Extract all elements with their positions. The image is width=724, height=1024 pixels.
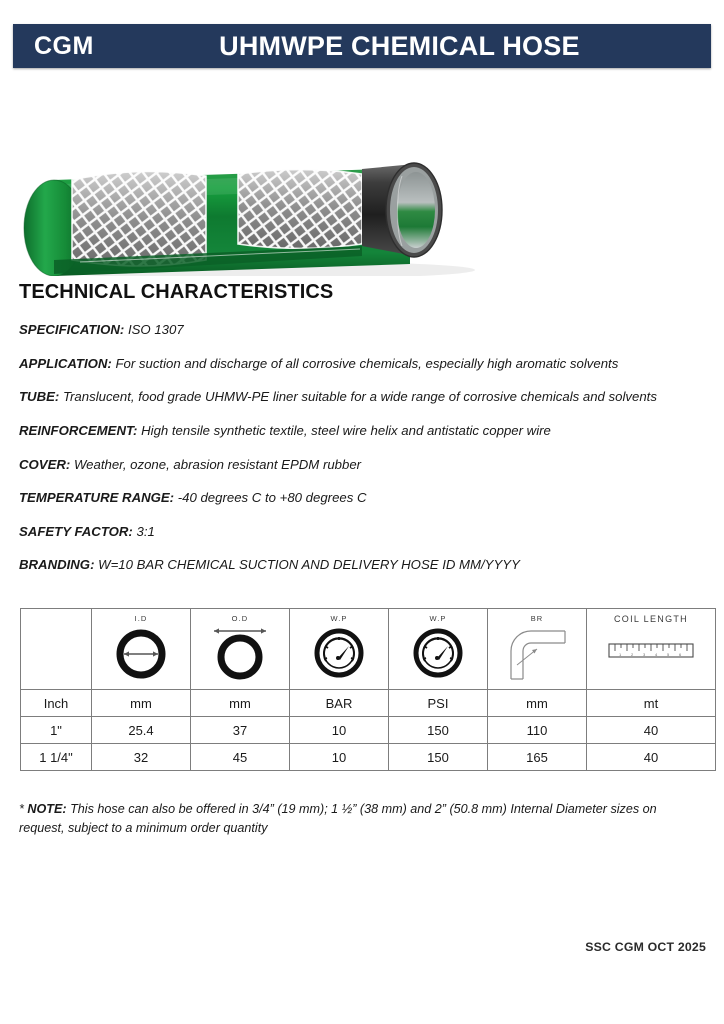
footnote-marker: *: [19, 802, 24, 816]
inner-diameter-ring-icon: [112, 625, 170, 681]
svg-text:2: 2: [631, 652, 634, 657]
spec-value: ISO 1307: [127, 322, 184, 337]
footnote-label: NOTE:: [27, 802, 67, 816]
page-header: [13, 24, 711, 68]
table-row: [21, 744, 716, 771]
spec-label: TEMPERATURE RANGE:: [19, 490, 175, 506]
br-label: BR: [530, 614, 544, 623]
table-header-coil-length: [587, 609, 716, 690]
table-cell: 165: [488, 744, 587, 771]
coil-length-label: COIL LENGTH: [614, 614, 688, 624]
spec-line: [19, 488, 709, 507]
table-cell: 32: [92, 744, 191, 771]
pressure-gauge-icon: [311, 625, 367, 681]
spec-line: [19, 320, 709, 339]
outer-diameter-ring-icon: [208, 625, 272, 681]
spec-line: [19, 522, 709, 541]
unit-cell: mm: [92, 690, 191, 717]
wp-label: W.P: [429, 614, 447, 623]
table-icon-header-row: [21, 609, 716, 690]
table-header-br: [488, 609, 587, 690]
spec-value: W=10 BAR CHEMICAL SUCTION AND DELIVERY HOSE ID MM/YYYY: [98, 557, 520, 573]
hose-illustration: [10, 84, 570, 276]
table-cell: 40: [587, 744, 716, 771]
spec-label: REINFORCEMENT:: [19, 422, 138, 438]
spec-label: APPLICATION:: [19, 355, 112, 371]
id-label: I.D: [134, 614, 148, 623]
unit-cell: PSI: [389, 690, 488, 717]
page-title: UHMWPE CHEMICAL HOSE: [219, 30, 580, 61]
spec-value: Weather, ozone, abrasion resistant EPDM rubber: [73, 456, 362, 472]
wp-label: W.P: [330, 614, 348, 623]
spec-value: For suction and discharge of all corrosive chemicals, especially high aromatic solvents: [115, 355, 619, 371]
table-cell: 10: [290, 717, 389, 744]
unit-cell: mm: [191, 690, 290, 717]
table-units-row: [21, 690, 716, 717]
unit-cell: Inch: [21, 690, 92, 717]
table-cell: 40: [587, 717, 716, 744]
spec-value: -40 degrees C to +80 degrees C: [177, 490, 367, 506]
spec-line: [19, 387, 709, 406]
spec-value: High tensile synthetic textile, steel wire helix and antistatic copper wire: [141, 422, 551, 438]
table-cell-blank: [21, 609, 92, 690]
table-header-wp-bar: [290, 609, 389, 690]
table-cell: 37: [191, 717, 290, 744]
table-cell: 1": [21, 717, 92, 744]
bend-radius-elbow-icon: [503, 625, 571, 681]
spec-value: Translucent, food grade UHMW-PE liner suitable for a wide range of corrosive chemicals and solvents: [62, 389, 657, 405]
section-title: TECHNICAL CHARACTERISTICS: [19, 281, 334, 303]
table-cell: 25.4: [92, 717, 191, 744]
pressure-gauge-icon: [410, 625, 466, 681]
footnote-text: This hose can also be offered in 3/4” (19 mm); 1 ½” (38 mm) and 2” (50.8 mm) Internal Diameter sizes on request, subject to a minimum order quantity: [19, 802, 657, 835]
spec-label: SAFETY FACTOR:: [19, 523, 133, 539]
table-header-wp-psi: [389, 609, 488, 690]
table-cell: 10: [290, 744, 389, 771]
document-footer-code: SSC CGM OCT 2025: [585, 940, 706, 954]
table-cell: 1 1/4": [21, 744, 92, 771]
ruler-icon: [601, 626, 701, 672]
unit-cell: mm: [488, 690, 587, 717]
spec-line: [19, 555, 709, 574]
spec-line: [19, 455, 709, 474]
svg-text:3: 3: [643, 652, 646, 657]
table-cell: 110: [488, 717, 587, 744]
table-row: [21, 717, 716, 744]
spec-label: COVER:: [19, 456, 71, 472]
specifications-list: [19, 320, 709, 589]
dimensions-table: [20, 608, 716, 771]
svg-text:1: 1: [619, 652, 622, 657]
svg-text:4: 4: [655, 652, 658, 657]
footnote: [19, 800, 679, 838]
brand-logo-text: CGM: [34, 31, 94, 60]
spec-value: 3:1: [136, 523, 155, 539]
table-header-od: [191, 609, 290, 690]
spec-label: BRANDING:: [19, 557, 95, 573]
table-cell: 150: [389, 744, 488, 771]
table-cell: 45: [191, 744, 290, 771]
od-label: O.D: [231, 614, 249, 623]
spec-label: TUBE:: [19, 389, 60, 405]
svg-text:6: 6: [679, 652, 682, 657]
svg-text:5: 5: [667, 652, 670, 657]
unit-cell: mt: [587, 690, 716, 717]
spec-line: [19, 354, 709, 373]
unit-cell: BAR: [290, 690, 389, 717]
spec-line: [19, 421, 709, 440]
product-hose-image: [10, 84, 570, 276]
table-header-id: [92, 609, 191, 690]
table-cell: 150: [389, 717, 488, 744]
spec-label: SPECIFICATION:: [19, 322, 125, 337]
